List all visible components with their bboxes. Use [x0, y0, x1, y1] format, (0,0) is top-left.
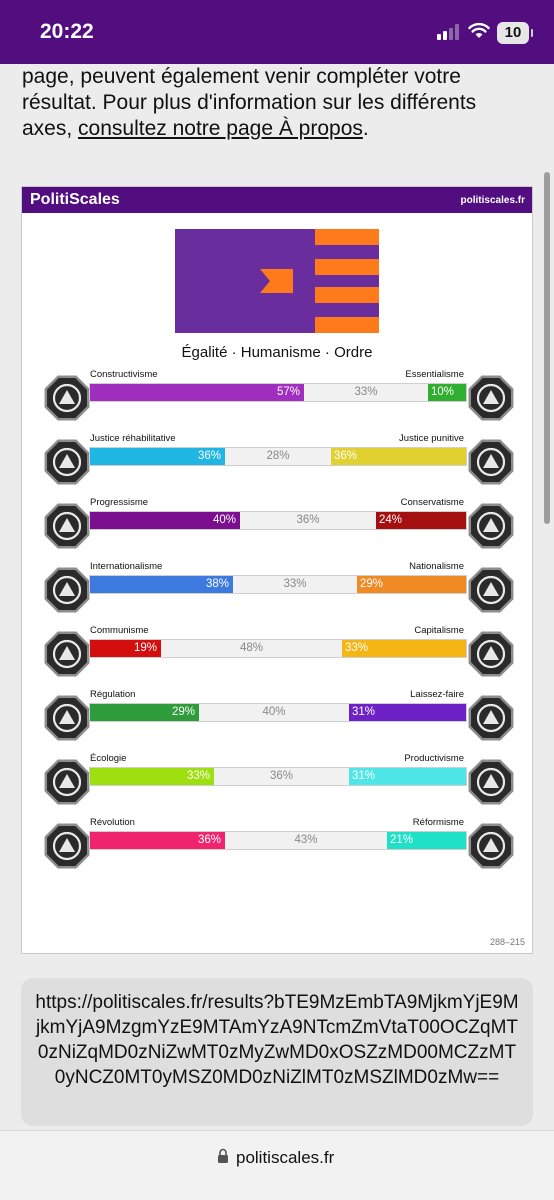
axis-bar — [89, 575, 467, 594]
axis-right-segment: 10% — [428, 384, 466, 401]
axis-left-label: Communisme — [90, 625, 149, 636]
axis-left-segment: 33% — [90, 768, 214, 785]
axis-left-segment: 36% — [90, 832, 225, 849]
axis-left-segment: 40% — [90, 512, 240, 529]
axis-right-label: Nationalisme — [409, 561, 464, 572]
axis-middle-segment: 48% — [239, 642, 264, 654]
axis-left-label: Progressisme — [90, 497, 149, 508]
axis-bar — [89, 447, 467, 466]
result-url[interactable]: https://politiscales.fr/results?bTE9MzEmbTA9MjkmYjE9MjkmYjA9MzgmYzE9MTAmYzA9NTcmZmVtaT00OCZqMT0zNiZqMD0zNiZwMT0zMyZwMD0xOSZzMD00MCZzMT0yNCZ0MT0yMSZ0MD0zNiZlMT0zMSZlMD0zMw== — [21, 978, 533, 1126]
browser-domain[interactable]: politiscales.fr — [236, 1148, 335, 1167]
card-footer: 288–215 — [489, 937, 525, 947]
prison-bars-icon — [466, 437, 516, 487]
axis-middle-segment: 28% — [266, 450, 290, 462]
constructivism-icon — [42, 373, 92, 423]
axis-left-label: Régulation — [90, 689, 136, 700]
browser-bar — [0, 1130, 554, 1200]
card-site: politiscales.fr — [460, 195, 525, 206]
axis-left-segment: 29% — [90, 704, 199, 721]
axis-row — [22, 753, 532, 807]
axis-right-label: Essentialisme — [405, 369, 464, 380]
axis-middle-segment: 36% — [269, 770, 294, 782]
axis-left-segment: 36% — [90, 448, 225, 465]
regulation-icon — [42, 693, 92, 743]
axis-middle-segment: 43% — [294, 834, 318, 846]
axis-row — [22, 497, 532, 551]
axis-left-label: Constructivisme — [90, 369, 158, 380]
axis-left-label: Révolution — [90, 817, 135, 828]
card-header — [22, 187, 532, 213]
axis-middle-segment: 33% — [354, 386, 378, 398]
axis-right-label: Justice punitive — [399, 433, 464, 444]
axis-left-label: Justice réhabilitative — [90, 433, 176, 444]
axis-bar — [89, 831, 467, 850]
wifi-icon — [468, 22, 490, 40]
essentialism-icon — [466, 373, 516, 423]
revolution-icon — [42, 821, 92, 871]
axis-right-label: Capitalisme — [414, 625, 464, 636]
axis-middle-segment: 36% — [296, 514, 320, 526]
axis-row — [22, 817, 532, 871]
axis-right-label: Productivisme — [404, 753, 464, 764]
axis-bar — [89, 511, 467, 530]
axis-row — [22, 561, 532, 615]
axis-right-segment: 31% — [349, 768, 466, 785]
handshake-icon — [42, 437, 92, 487]
axis-bar — [89, 767, 467, 786]
flag-icon — [466, 565, 516, 615]
progress-icon — [42, 501, 92, 551]
reform-icon — [466, 821, 516, 871]
battery-level: 10 — [504, 24, 522, 41]
axis-right-segment: 24% — [376, 512, 466, 529]
axis-right-segment: 21% — [387, 832, 466, 849]
axis-right-segment: 29% — [357, 576, 466, 593]
productivism-icon — [466, 757, 516, 807]
signal-icon — [437, 24, 459, 40]
intro-end: . — [362, 117, 369, 140]
axis-bar — [89, 703, 467, 722]
axis-middle-segment: 40% — [262, 706, 286, 718]
globe-icon — [42, 565, 92, 615]
battery-icon — [497, 22, 529, 44]
status-time: 20:22 — [40, 20, 94, 43]
quill-icon — [466, 501, 516, 551]
scrollbar[interactable] — [544, 172, 550, 524]
money-bag-icon — [466, 629, 516, 679]
axis-bar — [89, 383, 467, 402]
axis-row — [22, 625, 532, 679]
axis-right-label: Laissez-faire — [410, 689, 464, 700]
axis-left-label: Écologie — [90, 753, 127, 764]
axis-right-label: Réformisme — [412, 817, 464, 828]
status-bar — [0, 0, 554, 64]
lock-icon — [217, 1148, 229, 1164]
laissez-faire-icon — [466, 693, 516, 743]
axis-right-segment: 31% — [349, 704, 466, 721]
axis-row — [22, 433, 532, 487]
results-card — [21, 186, 533, 954]
intro-text: page, peuvent également venir compléter votre résultat. Pour plus d'information sur les différents axes, — [22, 65, 477, 140]
axis-bar — [89, 639, 467, 658]
axis-right-segment: 33% — [342, 640, 466, 657]
axis-left-segment: 57% — [90, 384, 304, 401]
axis-right-segment: 36% — [331, 448, 466, 465]
axis-middle-segment: 33% — [283, 578, 307, 590]
axis-right-label: Conservatisme — [400, 497, 464, 508]
about-link[interactable]: consultez notre page À propos — [78, 117, 363, 140]
axis-left-label: Internationalisme — [90, 561, 163, 572]
intro-paragraph — [22, 64, 532, 142]
flag-image — [175, 229, 379, 333]
slogan: Égalité · Humanisme · Ordre — [181, 344, 373, 361]
axis-left-segment: 19% — [90, 640, 161, 657]
ecology-icon — [42, 757, 92, 807]
hammer-sickle-icon — [42, 629, 92, 679]
axis-row — [22, 689, 532, 743]
flag-triangle — [175, 229, 315, 333]
card-brand: PolitiScales — [30, 191, 120, 208]
axis-row — [22, 369, 532, 423]
axis-left-segment: 38% — [90, 576, 233, 593]
